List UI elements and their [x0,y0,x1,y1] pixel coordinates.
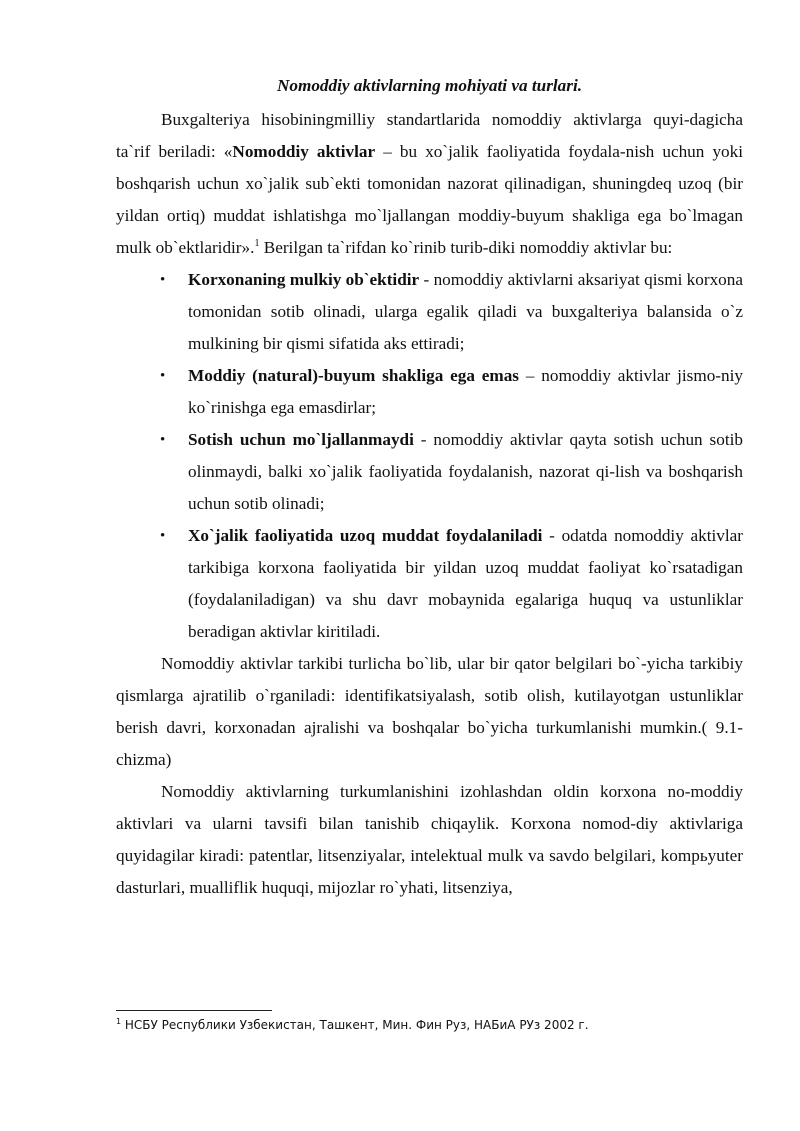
list-item-term: Sotish uchun mo`ljallanmaydi [188,430,414,449]
list-item [116,264,743,360]
footnote-text: НСБУ Республики Узбекистан, Ташкент, Мин. Фин Руз, НАБиА РУз 2002 г. [121,1018,589,1032]
bullet-icon: • [160,368,166,384]
document-page [116,70,743,904]
list-item-term: Korxonaning mulkiy ob`ektidir [188,270,420,289]
bullet-icon: • [160,432,166,448]
intro-term: Nomoddiy aktivlar [232,142,376,161]
list-item-text: - odatda nomoddiy aktivlar tarkibiga korxona faoliyatida bir yildan uzoq muddat faoliyat ko`rsatadigan (foydalaniladigan) va shu davr mobaynida egalariga huquq va ustunliklar beradigan aktivlar kiritiladi. [188,526,743,641]
list-item [116,424,743,520]
properties-list [116,264,743,648]
list-item [116,520,743,648]
footnote-mark: 1 [116,1017,122,1026]
intro-text-tail: Berilgan ta`rifdan ko`rinib turib-diki nomoddiy aktivlar bu: [259,238,673,257]
list-item [116,360,743,424]
list-item-text: – nomoddiy aktivlar jismo-niy ko`rinishga ega emasdirlar; [188,366,743,417]
footnote-reference[interactable]: 1 [254,238,260,249]
composition-paragraph: Nomoddiy aktivlarning turkumlanishini izohlashdan oldin korxona no-moddiy aktivlari va ularni tavsifi bilan tanishib chiqaylik. Korxona nomod-diy aktivlariga quyidagilar kiradi: patentlar, litsenziyalar, intelektual mulk va savdo belgilari, kompьyuter dasturlari, mualliflik huquqi, mijozlar ro`yhati, litsenziya, [116,782,743,897]
classification-paragraph: Nomoddiy aktivlar tarkibi turlicha bo`lib, ular bir qator belgilari bo`-yicha tarkibiy qismlarga ajratilib o`rganiladi: identifikatsiyalash, sotib olish, kutilayotgan ustunliklar berish davri, korxonadan ajralishi va boshqalar bo`yicha turkumlanishi mumkin.( 9.1-chizma) [116,654,743,769]
intro-paragraph [116,104,743,264]
list-item-term: Moddiy (natural)-buyum shakliga ega emas [188,366,519,385]
list-item-term: Xo`jalik faoliyatida uzoq muddat foydalaniladi [188,526,543,545]
intro-text-after: – bu xo`jalik faoliyatida foydala-nish uchun yoki boshqarish uchun xo`jalik sub`ekti tomonidan nazorat qilinadigan, shuningdeq uzoq (bir yildan ortiq) muddat ishlatishga mo`ljallangan moddiy-buyum shakliga ega bo`lmagan mulk ob`ektlaridir». [116,142,743,257]
footnote [116,1018,589,1032]
bullet-icon: • [160,528,166,544]
list-item-text: - nomoddiy aktivlarni aksariyat qismi korxona tomonidan sotib olinadi, ularga egalik qiladi va buxgalteriya balansida o`z mulkining bir qismi sifatida aks ettiradi; [188,270,743,353]
bullet-icon: • [160,272,166,288]
list-item-text: - nomoddiy aktivlar qayta sotish uchun sotib olinmaydi, balki xo`jalik faoliyatida foydalanish, nazorat qi-lish va boshqarish uchun sotib olinadi; [188,430,743,513]
page-title: Nomoddiy aktivlarning mohiyati va turlari. [276,76,583,95]
intro-text-before: Buxgalteriya hisobiningmilliy standartlarida nomoddiy aktivlarga quyi-dagicha ta`rif beriladi: « [116,110,743,161]
footnote-divider [116,1010,272,1011]
